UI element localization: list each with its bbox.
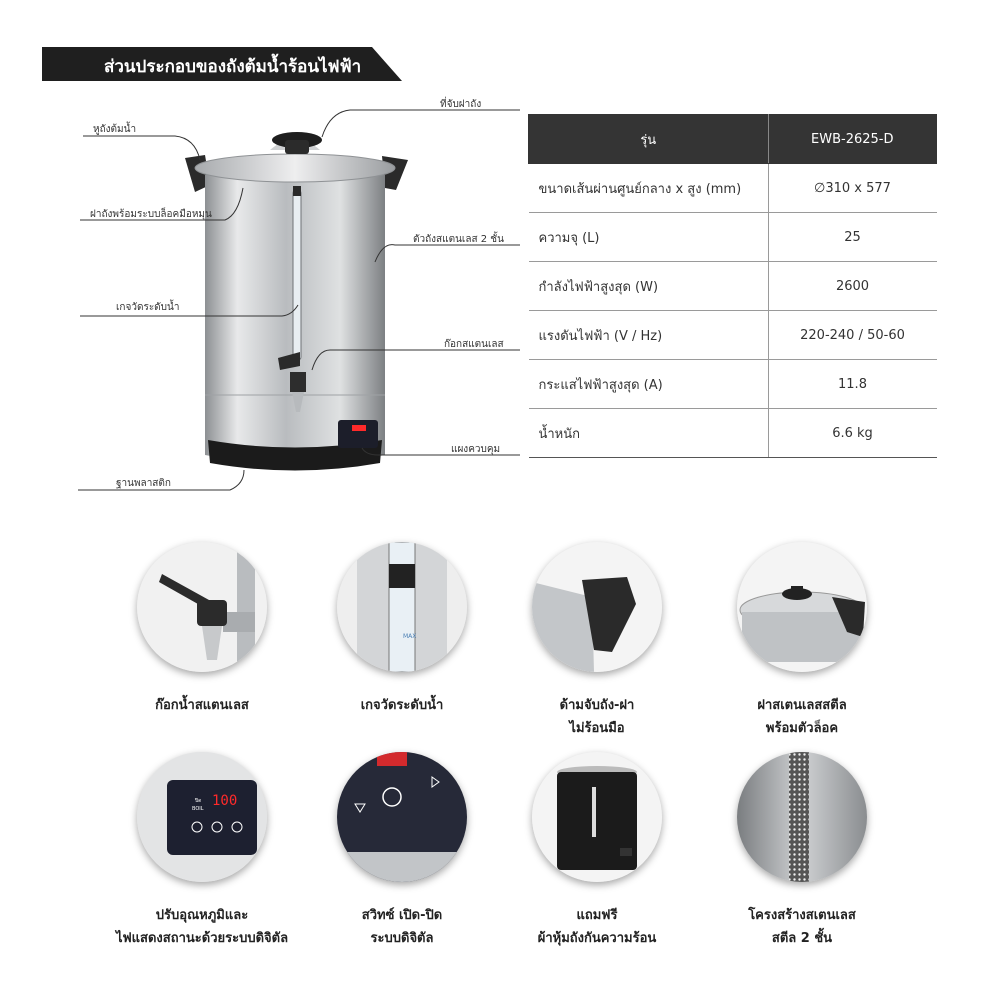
feature-digital-temp bbox=[102, 752, 302, 950]
feature-caption-line2: สตีล 2 ชั้น bbox=[771, 931, 833, 946]
feature-faucet bbox=[102, 542, 302, 717]
spec-value: 2600 bbox=[768, 262, 937, 311]
spec-label: กำลังไฟฟ้าสูงสุด (W) bbox=[529, 262, 769, 311]
spec-label: กระแสไฟฟ้าสูงสุด (A) bbox=[529, 360, 769, 409]
faucet-image bbox=[137, 542, 267, 672]
spec-value: 25 bbox=[768, 213, 937, 262]
feature-caption: โครงสร้างสเตนเลส bbox=[748, 908, 856, 923]
temp-readout: 100 bbox=[212, 793, 238, 809]
feature-caption: แถมฟรี bbox=[576, 908, 618, 923]
spec-value: 6.6 kg bbox=[768, 409, 937, 458]
panel-label-boil: BOIL bbox=[192, 806, 204, 812]
callout-faucet: ก๊อกสแตนเลส bbox=[444, 339, 504, 350]
lid-image bbox=[737, 542, 867, 672]
feature-power-switch bbox=[302, 752, 502, 950]
feature-caption: ฝาสเตนเลสสตีล bbox=[757, 698, 847, 713]
product-diagram bbox=[0, 0, 520, 500]
callout-control-panel: แผงควบคุม bbox=[451, 444, 501, 455]
feature-caption-line2: ระบบดิจิตัล bbox=[370, 931, 434, 946]
feature-cool-handle bbox=[497, 542, 697, 740]
feature-caption-line2: พร้อมตัวล็อค bbox=[765, 721, 839, 736]
callout-double-wall: ตัวถังสแตนเลส 2 ชั้น bbox=[413, 234, 504, 245]
spec-row bbox=[529, 213, 937, 262]
spec-row bbox=[529, 311, 937, 360]
feature-caption: ก๊อกน้ำสแตนเลส bbox=[155, 698, 249, 713]
panel-image bbox=[137, 752, 267, 882]
feature-caption-line2: ผ้าหุ้มถังกันความร้อน bbox=[537, 931, 657, 946]
feature-caption-line2: ไฟแสดงสถานะด้วยระบบดิจิตัล bbox=[115, 931, 289, 946]
banner-title: ส่วนประกอบของถังต้มน้ำร้อนไฟฟ้า bbox=[104, 57, 362, 77]
spec-row bbox=[529, 262, 937, 311]
feature-caption: เกจวัดระดับน้ำ bbox=[360, 698, 444, 713]
spec-header-model: EWB-2625-D bbox=[768, 115, 937, 164]
feature-stainless-lid bbox=[702, 542, 902, 740]
callout-lid-handle: ที่จับฝาถัง bbox=[440, 99, 482, 110]
spec-row bbox=[529, 360, 937, 409]
callout-water-gauge: เกจวัดระดับน้ำ bbox=[116, 302, 180, 313]
cover-image bbox=[532, 752, 662, 882]
spec-header-row bbox=[529, 115, 937, 164]
callout-plastic-base: ฐานพลาสติก bbox=[116, 478, 171, 489]
panel-label-off: ปิด bbox=[195, 798, 202, 804]
wall-image bbox=[737, 752, 867, 882]
switch-image bbox=[337, 752, 467, 882]
spec-table bbox=[528, 114, 937, 458]
spec-row bbox=[529, 409, 937, 458]
callout-lid-lock: ฝาถังพร้อมระบบล็อคมือหมุน bbox=[90, 209, 212, 220]
spec-label: แรงดันไฟฟ้า (V / Hz) bbox=[529, 311, 769, 360]
feature-caption: ปรับอุณหภูมิและ bbox=[155, 908, 249, 923]
spec-value: ∅310 x 577 bbox=[768, 164, 937, 213]
water-gauge bbox=[293, 190, 301, 360]
gauge-max-label: MAX bbox=[403, 633, 417, 640]
callout-pot-handle: หูถังต้มน้ำ bbox=[93, 124, 137, 135]
handle-image bbox=[532, 542, 662, 672]
feature-double-wall bbox=[702, 752, 902, 950]
spec-label: ขนาดเส้นผ่านศูนย์กลาง x สูง (mm) bbox=[529, 164, 769, 213]
feature-caption-line2: ไม่ร้อนมือ bbox=[569, 721, 625, 736]
feature-free-cover bbox=[497, 752, 697, 950]
control-panel bbox=[338, 420, 378, 448]
feature-caption: ด้ามจับถัง-ฝา bbox=[559, 698, 635, 713]
gauge-image bbox=[337, 542, 467, 672]
spec-label: ความจุ (L) bbox=[529, 213, 769, 262]
spec-value: 220-240 / 50-60 bbox=[768, 311, 937, 360]
kettle-lid bbox=[195, 154, 395, 182]
spec-value: 11.8 bbox=[768, 360, 937, 409]
feature-caption: สวิทซ์ เปิด-ปิด bbox=[361, 908, 443, 923]
spec-label: น้ำหนัก bbox=[529, 409, 769, 458]
spec-header-label: รุ่น bbox=[529, 115, 769, 164]
feature-water-gauge bbox=[302, 542, 502, 717]
spec-row bbox=[529, 164, 937, 213]
